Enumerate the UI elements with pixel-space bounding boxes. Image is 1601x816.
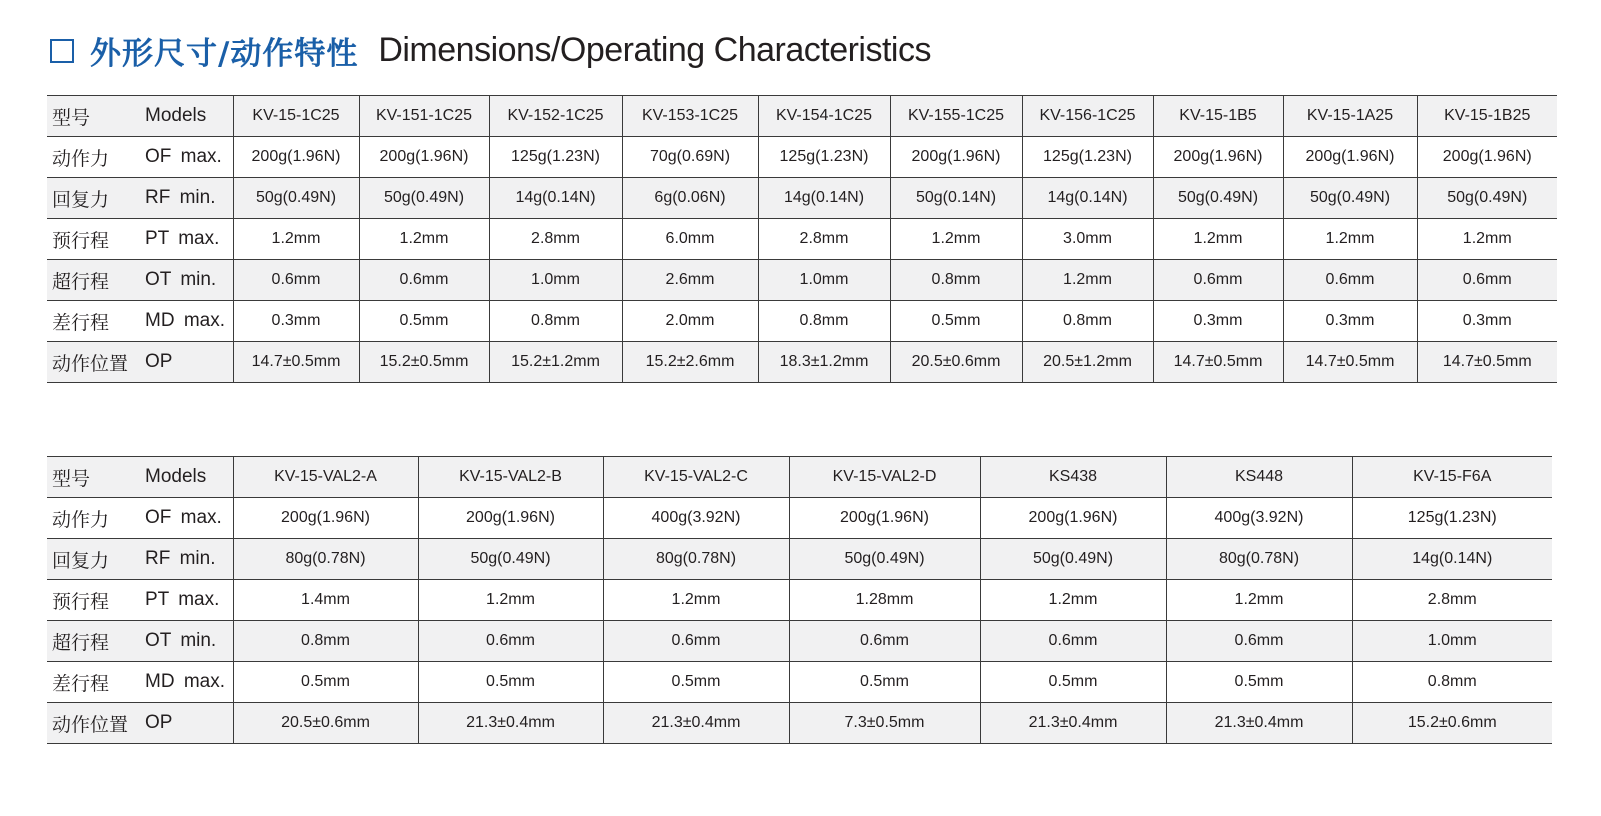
table-row — [47, 219, 1557, 260]
value-cell: 7.3±0.5mm — [789, 703, 980, 744]
value-cell: 1.2mm — [233, 219, 359, 260]
value-cell: 0.6mm — [603, 621, 789, 662]
value-cell: 2.8mm — [489, 219, 622, 260]
value-cell: 200g(1.96N) — [789, 498, 980, 539]
value-cell: 200g(1.96N) — [359, 137, 489, 178]
value-cell: 125g(1.23N) — [1352, 498, 1552, 539]
value-cell: 0.6mm — [359, 260, 489, 301]
row-label-english: OT min. — [145, 621, 233, 662]
table-row — [47, 301, 1557, 342]
table-row — [47, 498, 1552, 539]
model-name-cell: KV-15-1B25 — [1417, 96, 1557, 137]
row-label-english: Models — [145, 457, 233, 498]
value-cell: 21.3±0.4mm — [980, 703, 1166, 744]
row-label-chinese: 预行程 — [47, 219, 145, 260]
value-cell: 0.5mm — [789, 662, 980, 703]
row-label-chinese: 回复力 — [47, 539, 145, 580]
value-cell: 200g(1.96N) — [1417, 137, 1557, 178]
model-name-cell: KS448 — [1166, 457, 1352, 498]
value-cell: 0.8mm — [489, 301, 622, 342]
value-cell: 50g(0.49N) — [359, 178, 489, 219]
value-cell: 50g(0.49N) — [1153, 178, 1283, 219]
value-cell: 0.8mm — [233, 621, 418, 662]
value-cell: 0.6mm — [789, 621, 980, 662]
row-label-chinese: 动作力 — [47, 498, 145, 539]
value-cell: 14.7±0.5mm — [1153, 342, 1283, 383]
table-row — [47, 342, 1557, 383]
value-cell: 0.5mm — [1166, 662, 1352, 703]
checkbox-square-icon — [50, 39, 74, 63]
row-label-chinese: 型号 — [47, 96, 145, 137]
value-cell: 14g(0.14N) — [1022, 178, 1153, 219]
value-cell: 15.2±2.6mm — [622, 342, 758, 383]
value-cell: 125g(1.23N) — [1022, 137, 1153, 178]
value-cell: 80g(0.78N) — [1166, 539, 1352, 580]
value-cell: 1.2mm — [418, 580, 603, 621]
model-name-cell: KV-15-F6A — [1352, 457, 1552, 498]
row-label-english: MD max. — [145, 301, 233, 342]
value-cell: 0.5mm — [233, 662, 418, 703]
value-cell: 200g(1.96N) — [890, 137, 1022, 178]
heading-english: Dimensions/Operating Characteristics — [378, 31, 931, 69]
value-cell: 15.2±0.5mm — [359, 342, 489, 383]
value-cell: 1.0mm — [1352, 621, 1552, 662]
value-cell: 14.7±0.5mm — [1417, 342, 1557, 383]
model-name-cell: KV-155-1C25 — [890, 96, 1022, 137]
value-cell: 125g(1.23N) — [758, 137, 890, 178]
row-label-english: PT max. — [145, 219, 233, 260]
model-name-cell: KV-15-1A25 — [1283, 96, 1417, 137]
value-cell: 3.0mm — [1022, 219, 1153, 260]
row-label-chinese: 回复力 — [47, 178, 145, 219]
value-cell: 200g(1.96N) — [418, 498, 603, 539]
value-cell: 15.2±1.2mm — [489, 342, 622, 383]
value-cell: 0.6mm — [1153, 260, 1283, 301]
models-header-row — [47, 96, 1557, 137]
model-name-cell: KV-15-1C25 — [233, 96, 359, 137]
value-cell: 0.8mm — [1022, 301, 1153, 342]
row-label-chinese: 动作位置 — [47, 703, 145, 744]
model-name-cell: KS438 — [980, 457, 1166, 498]
value-cell: 1.2mm — [890, 219, 1022, 260]
table-row — [47, 662, 1552, 703]
value-cell: 200g(1.96N) — [1283, 137, 1417, 178]
value-cell: 2.8mm — [758, 219, 890, 260]
spec-table-2 — [47, 456, 1552, 744]
value-cell: 0.6mm — [1283, 260, 1417, 301]
value-cell: 20.5±1.2mm — [1022, 342, 1153, 383]
value-cell: 14.7±0.5mm — [1283, 342, 1417, 383]
value-cell: 125g(1.23N) — [489, 137, 622, 178]
row-label-chinese: 差行程 — [47, 662, 145, 703]
spec-table-1 — [47, 95, 1557, 383]
value-cell: 0.5mm — [359, 301, 489, 342]
value-cell: 0.8mm — [758, 301, 890, 342]
value-cell: 0.6mm — [418, 621, 603, 662]
row-label-english: MD max. — [145, 662, 233, 703]
value-cell: 0.6mm — [1417, 260, 1557, 301]
model-name-cell: KV-15-VAL2-B — [418, 457, 603, 498]
value-cell: 50g(0.49N) — [789, 539, 980, 580]
table-row — [47, 260, 1557, 301]
model-name-cell: KV-152-1C25 — [489, 96, 622, 137]
value-cell: 50g(0.49N) — [1417, 178, 1557, 219]
table-row — [47, 539, 1552, 580]
row-label-chinese: 超行程 — [47, 621, 145, 662]
row-label-chinese: 动作位置 — [47, 342, 145, 383]
row-label-chinese: 超行程 — [47, 260, 145, 301]
model-name-cell: KV-15-1B5 — [1153, 96, 1283, 137]
value-cell: 21.3±0.4mm — [1166, 703, 1352, 744]
value-cell: 400g(3.92N) — [603, 498, 789, 539]
value-cell: 6.0mm — [622, 219, 758, 260]
table-row — [47, 580, 1552, 621]
value-cell: 200g(1.96N) — [233, 137, 359, 178]
value-cell: 70g(0.69N) — [622, 137, 758, 178]
value-cell: 2.8mm — [1352, 580, 1552, 621]
value-cell: 14g(0.14N) — [758, 178, 890, 219]
row-label-english: Models — [145, 96, 233, 137]
value-cell: 0.8mm — [1352, 662, 1552, 703]
table-row — [47, 137, 1557, 178]
value-cell: 0.6mm — [1166, 621, 1352, 662]
value-cell: 0.3mm — [1283, 301, 1417, 342]
value-cell: 1.2mm — [1283, 219, 1417, 260]
value-cell: 80g(0.78N) — [603, 539, 789, 580]
value-cell: 20.5±0.6mm — [233, 703, 418, 744]
row-label-english: OP — [145, 703, 233, 744]
value-cell: 0.5mm — [603, 662, 789, 703]
model-name-cell: KV-15-VAL2-A — [233, 457, 418, 498]
heading-chinese: 外形尺寸/动作特性 — [90, 36, 359, 72]
row-label-english: OP — [145, 342, 233, 383]
value-cell: 1.2mm — [1166, 580, 1352, 621]
value-cell: 21.3±0.4mm — [603, 703, 789, 744]
value-cell: 1.2mm — [603, 580, 789, 621]
value-cell: 200g(1.96N) — [1153, 137, 1283, 178]
value-cell: 0.6mm — [233, 260, 359, 301]
value-cell: 0.5mm — [418, 662, 603, 703]
value-cell: 50g(0.49N) — [233, 178, 359, 219]
section-heading — [50, 28, 931, 73]
model-name-cell: KV-154-1C25 — [758, 96, 890, 137]
value-cell: 14.7±0.5mm — [233, 342, 359, 383]
row-label-english: PT max. — [145, 580, 233, 621]
value-cell: 0.5mm — [890, 301, 1022, 342]
row-label-english: OF max. — [145, 137, 233, 178]
row-label-chinese: 型号 — [47, 457, 145, 498]
model-name-cell: KV-153-1C25 — [622, 96, 758, 137]
value-cell: 0.8mm — [890, 260, 1022, 301]
row-label-chinese: 差行程 — [47, 301, 145, 342]
value-cell: 0.6mm — [980, 621, 1166, 662]
value-cell: 1.2mm — [1153, 219, 1283, 260]
value-cell: 0.3mm — [1153, 301, 1283, 342]
table-row — [47, 703, 1552, 744]
value-cell: 15.2±0.6mm — [1352, 703, 1552, 744]
value-cell: 1.28mm — [789, 580, 980, 621]
value-cell: 20.5±0.6mm — [890, 342, 1022, 383]
value-cell: 1.2mm — [980, 580, 1166, 621]
value-cell: 2.6mm — [622, 260, 758, 301]
value-cell: 400g(3.92N) — [1166, 498, 1352, 539]
value-cell: 14g(0.14N) — [1352, 539, 1552, 580]
row-label-chinese: 预行程 — [47, 580, 145, 621]
model-name-cell: KV-156-1C25 — [1022, 96, 1153, 137]
row-label-chinese: 动作力 — [47, 137, 145, 178]
row-label-english: RF min. — [145, 539, 233, 580]
value-cell: 50g(0.49N) — [1283, 178, 1417, 219]
value-cell: 1.0mm — [758, 260, 890, 301]
model-name-cell: KV-15-VAL2-C — [603, 457, 789, 498]
value-cell: 50g(0.49N) — [980, 539, 1166, 580]
table-row — [47, 178, 1557, 219]
value-cell: 0.5mm — [980, 662, 1166, 703]
value-cell: 14g(0.14N) — [489, 178, 622, 219]
value-cell: 6g(0.06N) — [622, 178, 758, 219]
value-cell: 1.0mm — [489, 260, 622, 301]
value-cell: 200g(1.96N) — [980, 498, 1166, 539]
model-name-cell: KV-15-VAL2-D — [789, 457, 980, 498]
row-label-english: OT min. — [145, 260, 233, 301]
value-cell: 50g(0.14N) — [890, 178, 1022, 219]
row-label-english: RF min. — [145, 178, 233, 219]
value-cell: 18.3±1.2mm — [758, 342, 890, 383]
value-cell: 1.2mm — [1417, 219, 1557, 260]
value-cell: 0.3mm — [1417, 301, 1557, 342]
value-cell: 21.3±0.4mm — [418, 703, 603, 744]
models-header-row — [47, 457, 1552, 498]
value-cell: 80g(0.78N) — [233, 539, 418, 580]
value-cell: 2.0mm — [622, 301, 758, 342]
value-cell: 200g(1.96N) — [233, 498, 418, 539]
value-cell: 1.2mm — [1022, 260, 1153, 301]
value-cell: 1.2mm — [359, 219, 489, 260]
table-row — [47, 621, 1552, 662]
value-cell: 1.4mm — [233, 580, 418, 621]
row-label-english: OF max. — [145, 498, 233, 539]
value-cell: 0.3mm — [233, 301, 359, 342]
value-cell: 50g(0.49N) — [418, 539, 603, 580]
model-name-cell: KV-151-1C25 — [359, 96, 489, 137]
